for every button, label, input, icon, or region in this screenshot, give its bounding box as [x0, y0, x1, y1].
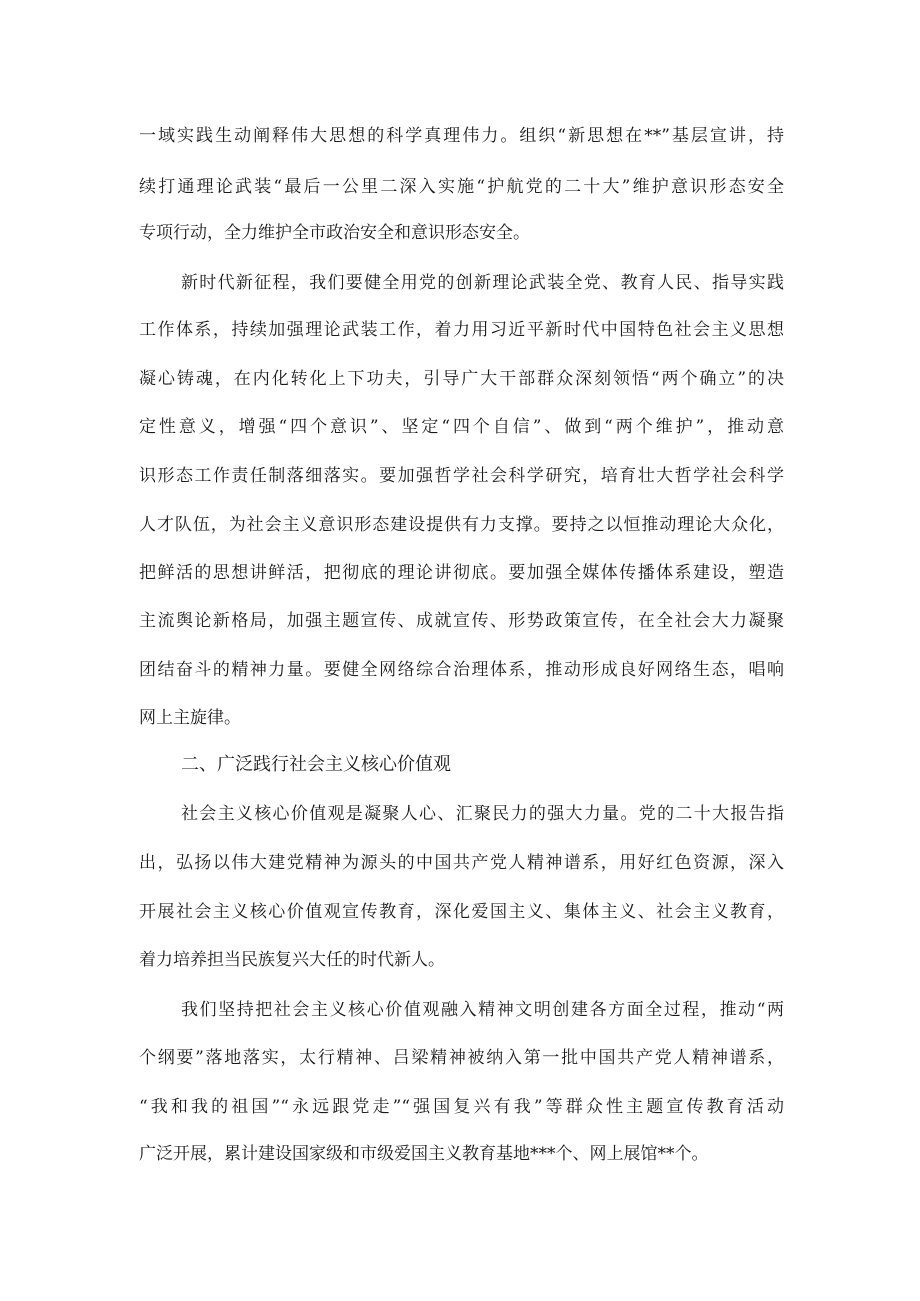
paragraph-line: 识形态工作责任制落细落实。要加强哲学社会科学研究，培育壮大哲学社会科学	[139, 466, 784, 486]
section-heading: 二、广泛践行社会主义核心价值观	[181, 754, 451, 775]
paragraph-line: 一域实践生动阐释伟大思想的科学真理伟力。组织“新思想在**”基层宣讲，持	[139, 126, 784, 146]
paragraph-line: 开展社会主义核心价值观宣传教育，深化爱国主义、集体主义、社会主义教育，	[139, 902, 784, 922]
paragraph-line: 网上主旋律。	[139, 708, 241, 728]
paragraph-line: “我和我的祖国”“永远跟党走”“强国复兴有我”等群众性主题宣传教育活动	[139, 1097, 784, 1117]
paragraph-line: 续打通理论武装“最后一公里二深入实施“护航党的二十大”维护意识形态安全	[139, 177, 784, 197]
paragraph-line: 凝心铸魂，在内化转化上下功夫，引导广大干部群众深刻领悟“两个确立”的决	[139, 369, 784, 389]
paragraph-line: 把鲜活的思想讲鲜活，把彻底的理论讲彻底。要加强全媒体传播体系建设，塑造	[139, 563, 784, 583]
paragraph-line: 定性意义，增强“四个意识”、坚定“四个自信”、做到“两个维护”，推动意	[139, 417, 784, 437]
paragraph-line: 我们坚持把社会主义核心价值观融入精神文明创建各方面全过程，推动“两	[181, 1000, 784, 1020]
paragraph-line: 出，弘扬以伟大建党精神为源头的中国共产党人精神谱系，用好红色资源，深入	[139, 853, 784, 873]
paragraph-line: 主流舆论新格局，加强主题宣传、成就宣传、形势政策宣传，在全社会大力凝聚	[139, 611, 784, 631]
paragraph-line: 个纲要”落地落实，太行精神、吕梁精神被纳入第一批中国共产党人精神谱系，	[139, 1048, 784, 1068]
paragraph-line: 广泛开展，累计建设国家级和市级爱国主义教育基地***个、网上展馆**个。	[139, 1144, 709, 1164]
paragraph-line: 社会主义核心价值观是凝聚人心、汇聚民力的强大力量。党的二十大报告指	[181, 804, 784, 824]
paragraph-line: 工作体系，持续加强理论武装工作，着力用习近平新时代中国特色社会主义思想	[139, 320, 784, 340]
paragraph-line: 专项行动，全力维护全市政治安全和意识形态安全。	[139, 223, 530, 243]
paragraph-line: 新时代新征程，我们要健全用党的创新理论武装全党、教育人民、指导实践	[181, 273, 784, 293]
paragraph-line: 人才队伍，为社会主义意识形态建设提供有力支撑。要持之以恒推动理论大众化，	[139, 515, 784, 535]
paragraph-line: 着力培养担当民族复兴大任的时代新人。	[139, 950, 445, 970]
paragraph-line: 团结奋斗的精神力量。要健全网络综合治理体系，推动形成良好网络生态，唱响	[139, 660, 784, 680]
